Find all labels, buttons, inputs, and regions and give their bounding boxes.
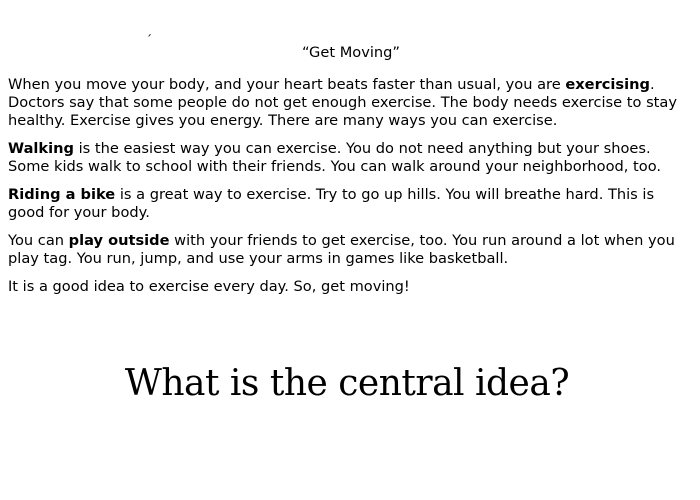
paragraph-rest: with your friends to get exercise, too. You run around a lot when you play tag. You run, jump, and use your arms in games like basketball. — [8, 232, 675, 267]
paragraph-bold-term: play outside — [68, 232, 170, 249]
paragraph-walking — [8, 140, 694, 176]
paragraph-bold-term: Riding a bike — [8, 186, 116, 203]
stray-mark: ´ — [146, 33, 152, 47]
paragraph-rest: is a great way to exercise. Try to go up hills. You will breathe hard. This is good for your body. — [8, 186, 655, 221]
paragraph-lead: You can — [8, 232, 69, 249]
paragraph-bold-term: Walking — [8, 140, 74, 157]
paragraph-exercising — [8, 76, 694, 130]
paragraph-riding-bike — [8, 186, 694, 222]
paragraph-lead: When you move your body, and your heart beats faster than usual, you are — [8, 76, 566, 93]
paragraph-rest: is the easiest way you can exercise. You do not need anything but your shoes. Some kids walk to school with their friends. You can walk around your neighborhood, too. — [8, 140, 662, 175]
paragraph-bold-term: exercising — [565, 76, 650, 93]
article-title: “Get Moving” — [302, 44, 400, 61]
paragraph-rest: . Doctors say that some people do not get enough exercise. The body needs exercise to stay healthy. Exercise gives you energy. There are many ways you can exercise. — [8, 76, 677, 129]
question-prompt: What is the central idea? — [124, 363, 570, 404]
paragraph-play-outside — [8, 232, 694, 268]
article — [8, 44, 694, 306]
paragraph-rest: It is a good idea to exercise every day. So, get moving! — [8, 278, 410, 295]
paragraph-conclusion — [8, 278, 694, 296]
